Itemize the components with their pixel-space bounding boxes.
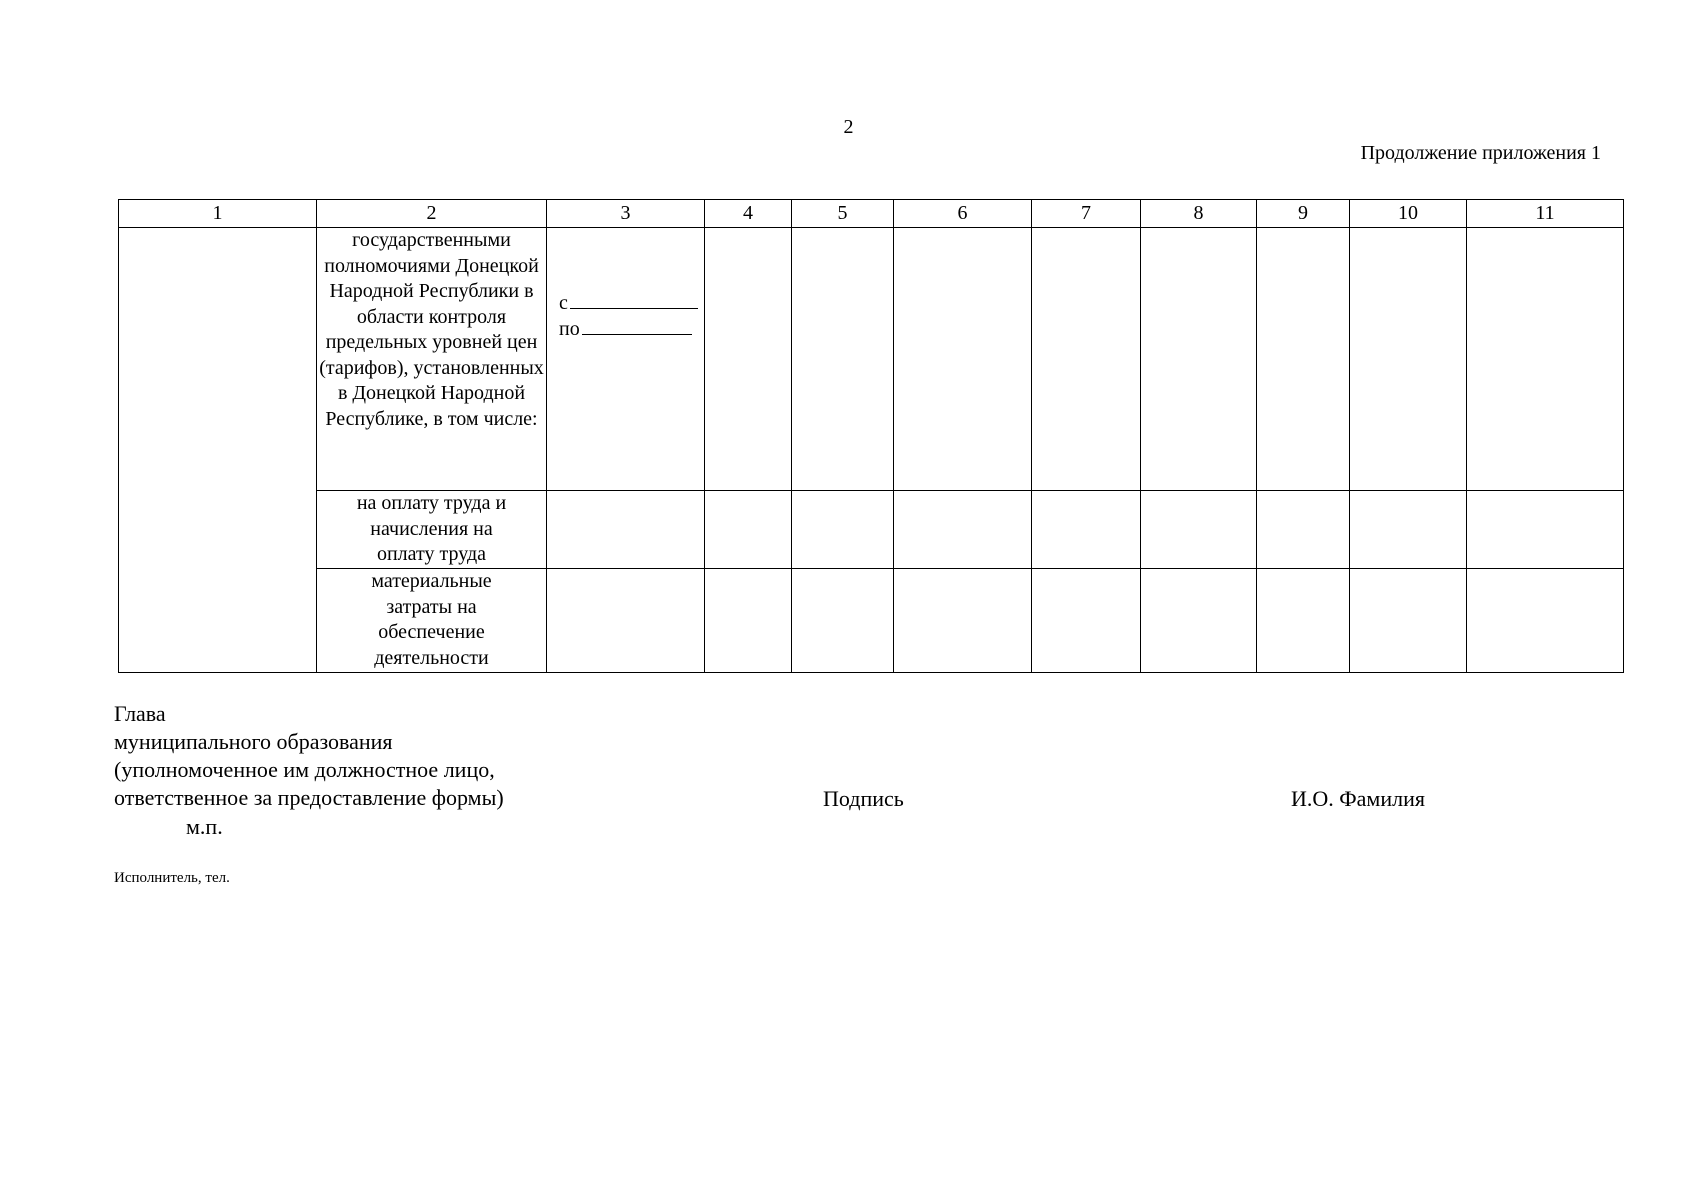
period-to-field[interactable]: [582, 316, 692, 335]
executor-label: Исполнитель, тел.: [114, 870, 230, 886]
table-cell-empty[interactable]: [1350, 228, 1467, 491]
table-cell-empty[interactable]: [792, 569, 894, 673]
period-to-label: по: [559, 318, 580, 340]
table-cell-empty[interactable]: [1032, 228, 1141, 491]
table-cell-empty[interactable]: [705, 491, 792, 569]
period-from-field[interactable]: [570, 290, 698, 309]
table-cell-empty[interactable]: [1257, 228, 1350, 491]
signatory-title-line: Глава: [114, 701, 166, 726]
table-cell-empty[interactable]: [705, 569, 792, 673]
column-number: 9: [1257, 200, 1350, 228]
signatory-title-line: ответственное за предоставление формы): [114, 785, 504, 810]
table-row: [119, 569, 1624, 673]
table-cell-empty[interactable]: [1467, 491, 1624, 569]
column-number: 1: [119, 200, 317, 228]
row-description: государственными полномочиями Донецкой Народной Республики в области контроля предельных уровней цен (тарифов), установленных в Донецкой Народной Республике, в том числе:: [317, 228, 547, 491]
name-label: И.О. Фамилия: [1291, 786, 1425, 811]
table-cell-empty[interactable]: [792, 228, 894, 491]
table-cell-empty[interactable]: [547, 569, 705, 673]
table-cell-empty[interactable]: [1467, 569, 1624, 673]
table-cell-empty: [119, 228, 317, 673]
table-cell-empty[interactable]: [1350, 491, 1467, 569]
column-number: 2: [317, 200, 547, 228]
column-number: 11: [1467, 200, 1624, 228]
column-number: 10: [1350, 200, 1467, 228]
report-table: [118, 199, 1624, 673]
table-cell-empty[interactable]: [1141, 491, 1257, 569]
signatory-title-line: (уполномоченное им должностное лицо,: [114, 757, 495, 782]
table-cell-empty[interactable]: [1141, 569, 1257, 673]
signatory-block: [114, 700, 504, 841]
column-number: 4: [705, 200, 792, 228]
column-number: 6: [894, 200, 1032, 228]
table-cell-empty[interactable]: [547, 491, 705, 569]
row-description: материальные затраты на обеспечение деятельности: [317, 569, 547, 673]
continuation-label: Продолжение приложения 1: [1360, 142, 1601, 164]
table-cell-empty[interactable]: [1350, 569, 1467, 673]
table-cell-empty[interactable]: [894, 491, 1032, 569]
signature-label: Подпись: [823, 786, 904, 811]
signatory-title-line: муниципального образования: [114, 729, 393, 754]
table-row: [119, 228, 1624, 491]
page-number: 2: [843, 116, 854, 138]
table-cell-empty[interactable]: [705, 228, 792, 491]
column-number-row: [119, 200, 1624, 228]
column-number: 3: [547, 200, 705, 228]
table-cell-empty[interactable]: [1032, 491, 1141, 569]
row-description: на оплату труда и начисления на оплату труда: [317, 491, 547, 569]
table-cell-empty[interactable]: [792, 491, 894, 569]
period-cell: [547, 228, 705, 491]
table-cell-empty[interactable]: [894, 569, 1032, 673]
table-cell-empty[interactable]: [1257, 491, 1350, 569]
column-number: 8: [1141, 200, 1257, 228]
stamp-placeholder: м.п.: [186, 814, 223, 839]
period-from-label: с: [559, 292, 568, 314]
table-cell-empty[interactable]: [1032, 569, 1141, 673]
column-number: 5: [792, 200, 894, 228]
table-cell-empty[interactable]: [1257, 569, 1350, 673]
table-cell-empty[interactable]: [1141, 228, 1257, 491]
column-number: 7: [1032, 200, 1141, 228]
table-cell-empty[interactable]: [894, 228, 1032, 491]
table-row: [119, 491, 1624, 569]
table-cell-empty[interactable]: [1467, 228, 1624, 491]
